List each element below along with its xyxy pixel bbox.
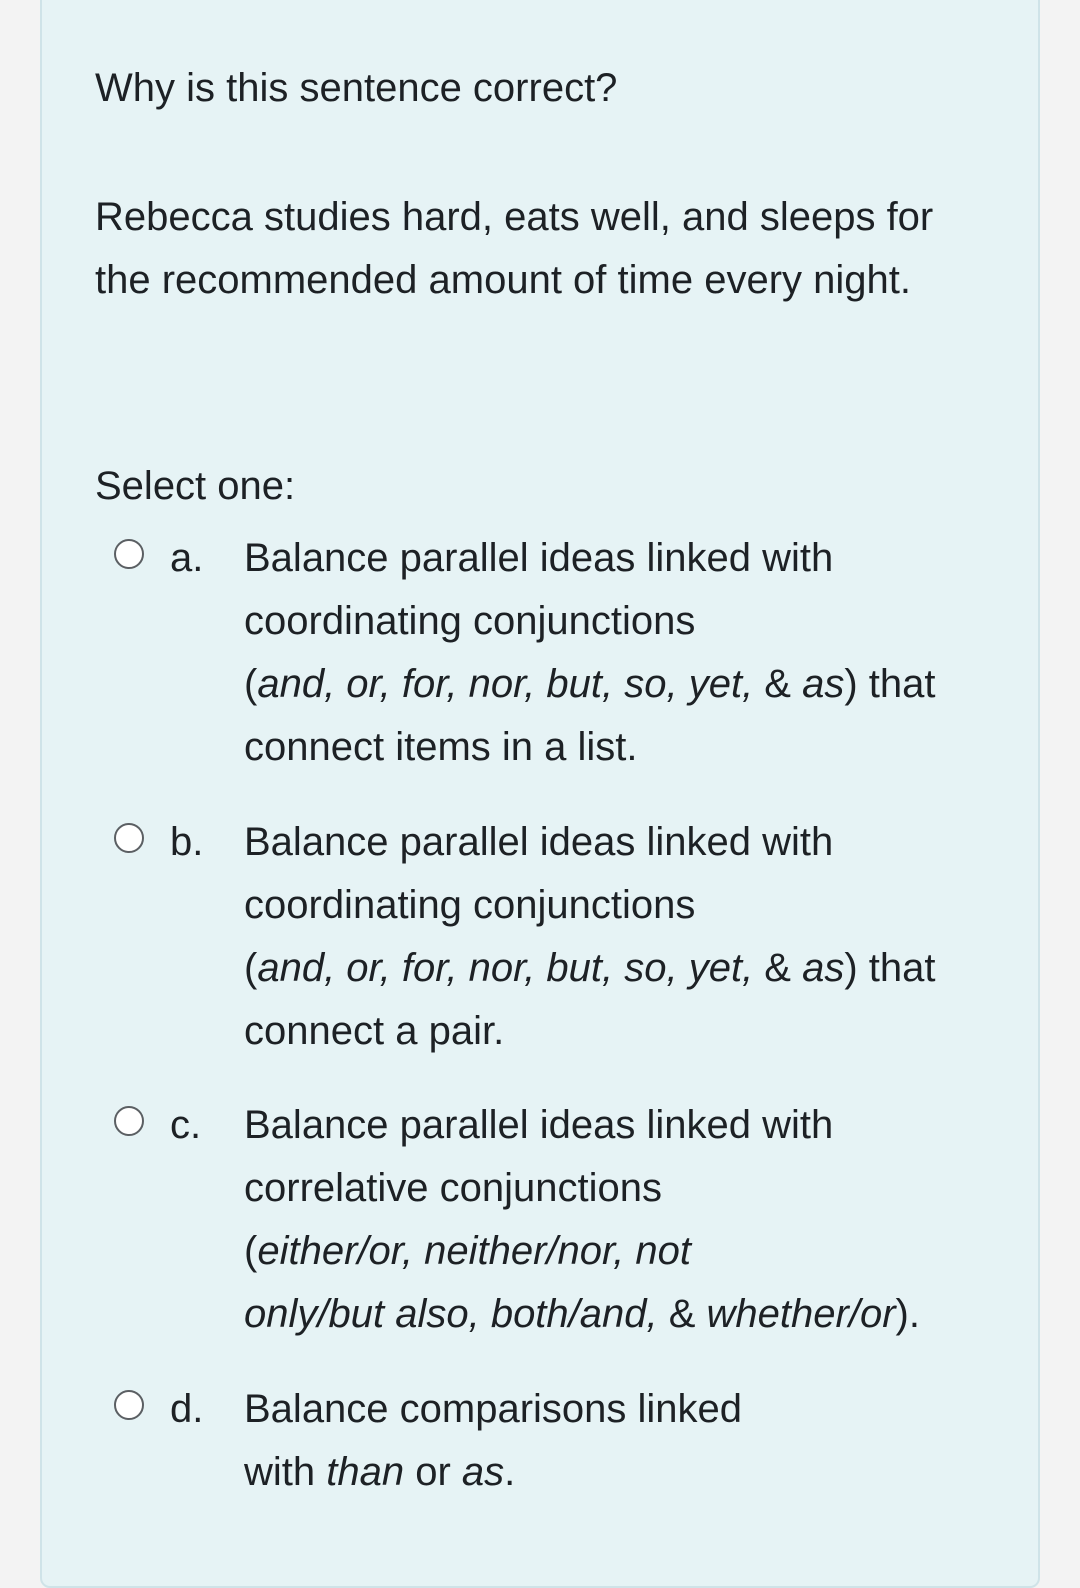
ampersand: & (753, 662, 803, 706)
option-text-line: Balance comparisons linked (244, 1387, 743, 1431)
question-prompt: Why is this sentence correct? (95, 66, 618, 110)
paren-open: ( (244, 662, 258, 706)
plain-text: or (404, 1450, 462, 1494)
paren-open: ( (244, 1229, 258, 1273)
option-text-line: connect items in a list. (244, 725, 638, 769)
option-letter: c. (170, 1103, 202, 1147)
question-sentence (95, 186, 975, 312)
italic-conjunctions: only/but also, both/and, (244, 1292, 658, 1336)
select-one-label: Select one: (95, 464, 296, 508)
option-text (244, 527, 964, 779)
italic-conjunction: whether/or (706, 1292, 896, 1336)
ampersand: & (657, 1292, 707, 1336)
italic-conjunctions: either/or, neither/nor, not (257, 1229, 691, 1273)
paren-close: ). (895, 1292, 920, 1336)
option-letter: d. (170, 1387, 204, 1431)
period: . (504, 1450, 516, 1494)
option-text-line (244, 653, 964, 716)
option-text-line: correlative conjunctions (244, 1166, 662, 1210)
italic-word: than (326, 1450, 405, 1494)
italic-conjunctions: and, or, for, nor, but, so, yet, (257, 662, 754, 706)
option-text (244, 1378, 964, 1504)
paren-close: ) that (844, 946, 936, 990)
italic-conjunction: as (802, 946, 845, 990)
paren-open: ( (244, 946, 258, 990)
italic-word: as (461, 1450, 505, 1494)
option-text-line (244, 1441, 964, 1504)
option-text-line (244, 937, 964, 1000)
option-text-line: Balance parallel ideas linked with (244, 820, 834, 864)
option-text (244, 1094, 964, 1346)
radio-button-c[interactable] (114, 1106, 144, 1136)
option-letter: a. (170, 536, 204, 580)
option-text-line: connect a pair. (244, 1009, 505, 1053)
option-text-line: coordinating conjunctions (244, 883, 696, 927)
sentence-line: the recommended amount of time every night. (95, 258, 911, 302)
radio-button-b[interactable] (114, 823, 144, 853)
italic-conjunctions: and, or, for, nor, but, so, yet, (257, 946, 754, 990)
radio-button-a[interactable] (114, 539, 144, 569)
option-text-line: Balance parallel ideas linked with (244, 1103, 834, 1147)
paren-close: ) that (844, 662, 936, 706)
plain-text: with (244, 1450, 327, 1494)
radio-button-d[interactable] (114, 1390, 144, 1420)
italic-conjunction: as (802, 662, 845, 706)
option-letter: b. (170, 820, 204, 864)
option-text-line: coordinating conjunctions (244, 599, 696, 643)
option-text-line (244, 1283, 964, 1346)
sentence-line: Rebecca studies hard, eats well, and sleeps for (95, 195, 934, 239)
option-text (244, 811, 964, 1063)
option-text-line: Balance parallel ideas linked with (244, 536, 834, 580)
option-text-line (244, 1220, 964, 1283)
ampersand: & (753, 946, 803, 990)
